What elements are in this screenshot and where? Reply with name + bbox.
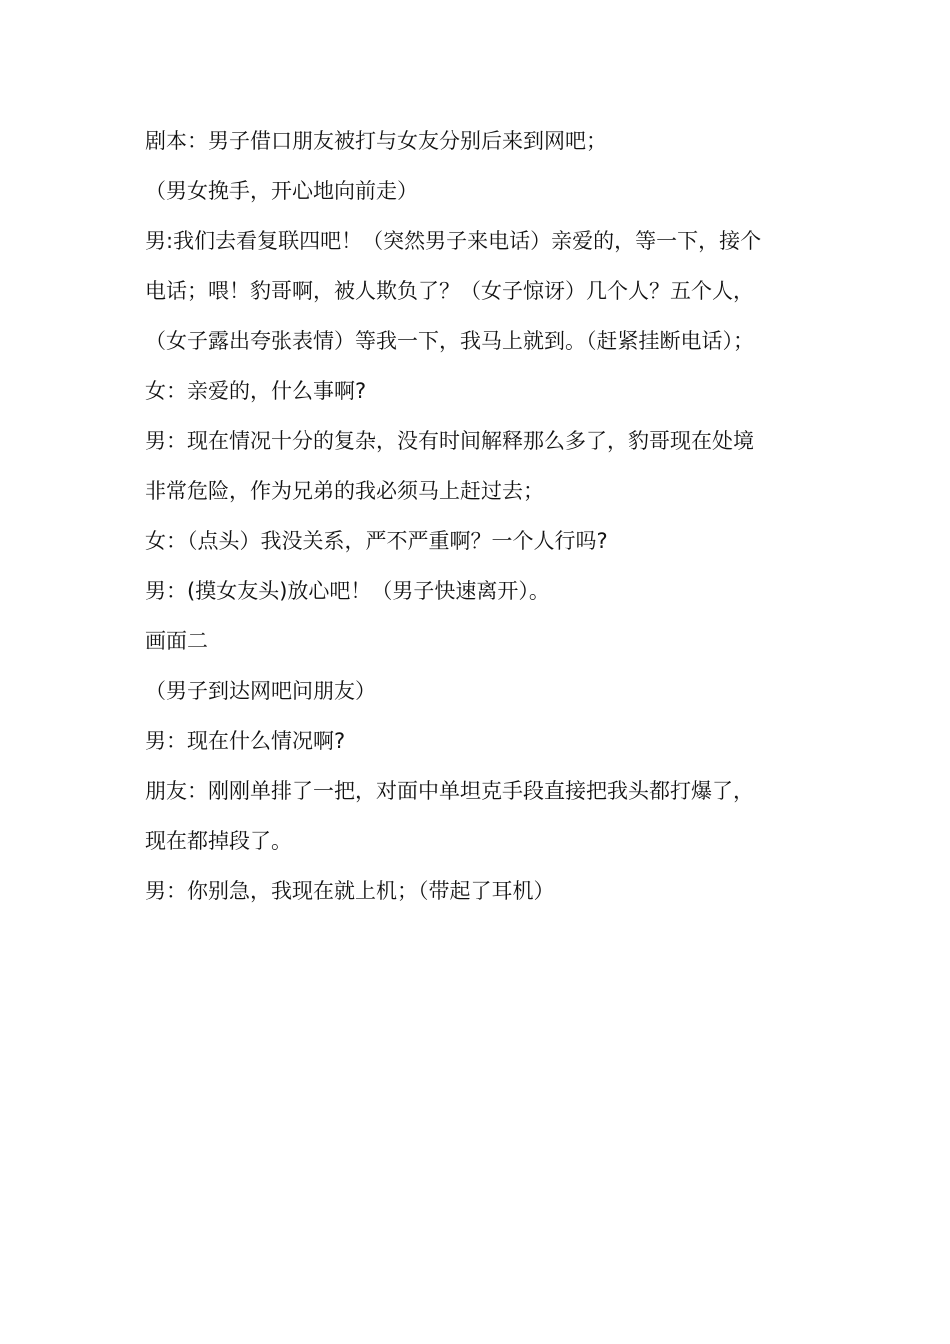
stage-direction-line: （男女挽手，开心地向前走） [145,179,418,203]
dialogue-line: 男：你别急，我现在就上机；（带起了耳机） [145,879,555,903]
script-text [145,116,825,916]
dialogue-line: 男：现在什么情况啊? [145,729,346,753]
dialogue-line: 朋友：刚刚单排了一把，对面中单坦克手段直接把我头都打爆了， [145,779,754,803]
dialogue-line: 男：(摸女友头)放心吧！（男子快速离开）。 [145,579,550,603]
dialogue-line: 女：亲爱的，什么事啊? [145,379,367,403]
dialogue-line: 女：（点头）我没关系，严不严重啊？一个人行吗? [145,529,608,553]
dialogue-line: 非常危险，作为兄弟的我必须马上赶过去； [145,479,544,503]
dialogue-line: 男:我们去看复联四吧！（突然男子来电话）亲爱的，等一下，接个 [145,229,762,253]
scene-heading: 画面二 [145,629,208,653]
dialogue-line: 男：现在情况十分的复杂，没有时间解释那么多了，豹哥现在处境 [145,429,754,453]
dialogue-line: （女子露出夸张表情）等我一下，我马上就到。（赶紧挂断电话）； [145,329,754,353]
dialogue-line: 电话；喂！豹哥啊，被人欺负了？（女子惊讶）几个人？五个人， [145,279,754,303]
stage-direction-line: （男子到达网吧问朋友） [145,679,376,703]
script-title-line: 剧本：男子借口朋友被打与女友分别后来到网吧； [145,129,607,153]
dialogue-line: 现在都掉段了。 [145,829,292,853]
